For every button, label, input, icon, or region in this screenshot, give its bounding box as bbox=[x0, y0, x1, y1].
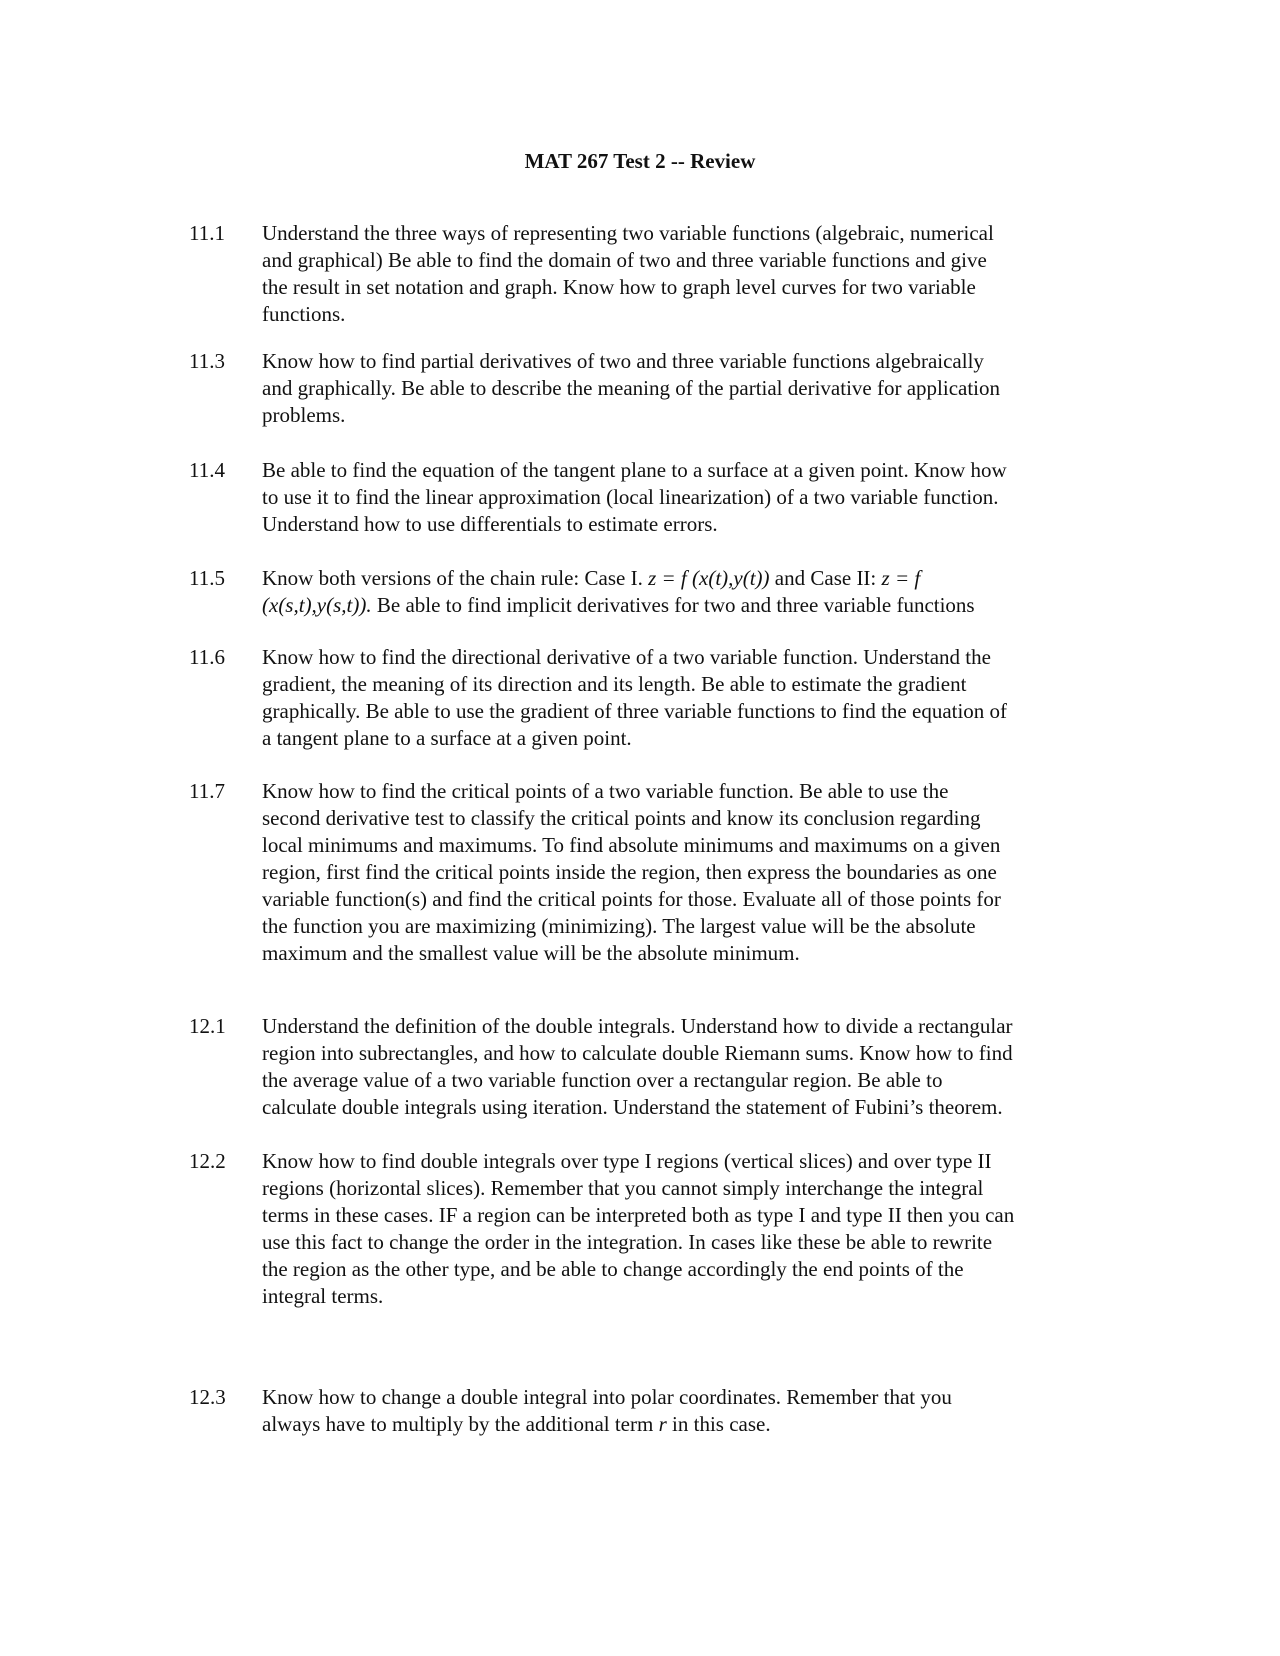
text-line: the region as the other type, and be able to change accordingly the end points of the bbox=[262, 1257, 964, 1281]
section-number: 12.2 bbox=[189, 1149, 226, 1173]
text-line: the function you are maximizing (minimizing). The largest value will be the absolute bbox=[262, 914, 976, 938]
chain-rule-case-2-args: (x(s,t),y(s,t)). bbox=[262, 593, 372, 617]
text-line: the average value of a two variable function over a rectangular region. Be able to bbox=[262, 1068, 943, 1092]
section-text bbox=[262, 778, 1089, 967]
section-number: 12.3 bbox=[189, 1385, 226, 1409]
text-run: Be able to find implicit derivatives for two and three variable functions bbox=[371, 593, 975, 617]
text-line: terms in these cases. IF a region can be interpreted both as type I and type II then you can bbox=[262, 1203, 1015, 1227]
section-text bbox=[262, 220, 1089, 328]
text-line: region, first find the critical points inside the region, then express the boundaries as one bbox=[262, 860, 997, 884]
text-run: Know both versions of the chain rule: Case I. bbox=[262, 566, 649, 590]
text-line: Understand the three ways of representing two variable functions (algebraic, numerical bbox=[262, 221, 994, 245]
text-line: second derivative test to classify the critical points and know its conclusion regarding bbox=[262, 806, 981, 830]
text-line: maximum and the smallest value will be the absolute minimum. bbox=[262, 941, 800, 965]
text-line: regions (horizontal slices). Remember that you cannot simply interchange the integral bbox=[262, 1176, 984, 1200]
text-line: region into subrectangles, and how to calculate double Riemann sums. Know how to find bbox=[262, 1041, 1013, 1065]
section-number: 11.6 bbox=[189, 645, 225, 669]
text-line: functions. bbox=[262, 302, 346, 326]
text-line: use this fact to change the order in the integration. In cases like these be able to rewrite bbox=[262, 1230, 993, 1254]
section-text bbox=[262, 1013, 1089, 1121]
section-number: 11.5 bbox=[189, 566, 225, 590]
text-line: gradient, the meaning of its direction and its length. Be able to estimate the gradient bbox=[262, 672, 967, 696]
text-line: Understand the definition of the double integrals. Understand how to divide a rectangular bbox=[262, 1014, 1013, 1038]
text-line: Know how to find partial derivatives of two and three variable functions algebraically bbox=[262, 349, 984, 373]
page-title: MAT 267 Test 2 -- Review bbox=[524, 149, 756, 173]
section-text bbox=[262, 565, 1089, 619]
text-line: Know how to change a double integral into polar coordinates. Remember that you bbox=[262, 1385, 952, 1409]
text-line: graphically. Be able to use the gradient of three variable functions to find the equation of bbox=[262, 699, 1008, 723]
text-line: problems. bbox=[262, 403, 346, 427]
text-line: Know how to find the critical points of a two variable function. Be able to use the bbox=[262, 779, 949, 803]
text-line: the result in set notation and graph. Know how to graph level curves for two variable bbox=[262, 275, 976, 299]
text-line: local minimums and maximums. To find absolute minimums and maximums on a given bbox=[262, 833, 1001, 857]
text-run: always have to multiply by the additional term bbox=[262, 1412, 659, 1436]
section-text bbox=[262, 348, 1089, 429]
text-run: in this case. bbox=[666, 1412, 771, 1436]
section-text bbox=[262, 1384, 1089, 1438]
text-line: Know how to find the directional derivative of a two variable function. Understand the bbox=[262, 645, 991, 669]
section-number: 11.7 bbox=[189, 779, 225, 803]
text-line: and graphically. Be able to describe the meaning of the partial derivative for application bbox=[262, 376, 1001, 400]
text-line: integral terms. bbox=[262, 1284, 384, 1308]
section-number: 11.1 bbox=[189, 221, 225, 245]
text-line: calculate double integrals using iteration. Understand the statement of Fubini’s theorem. bbox=[262, 1095, 1003, 1119]
text-line: variable function(s) and find the critical points for those. Evaluate all of those points for bbox=[262, 887, 1001, 911]
text-run: and Case II: bbox=[769, 566, 882, 590]
section-text bbox=[262, 1148, 1089, 1310]
text-line bbox=[262, 592, 1089, 619]
section-number: 12.1 bbox=[189, 1014, 226, 1038]
polar-r-term: r bbox=[658, 1412, 667, 1436]
text-line bbox=[262, 1411, 1089, 1438]
chain-rule-case-1-formula: z = f (x(t),y(t)) bbox=[648, 566, 770, 590]
text-line: to use it to find the linear approximation (local linearization) of a two variable function. bbox=[262, 485, 999, 509]
text-line bbox=[262, 565, 1089, 592]
text-line: a tangent plane to a surface at a given point. bbox=[262, 726, 632, 750]
text-line: Understand how to use differentials to estimate errors. bbox=[262, 512, 718, 536]
section-number: 11.3 bbox=[189, 349, 225, 373]
section-number: 11.4 bbox=[189, 458, 225, 482]
chain-rule-case-2-formula: z = f bbox=[881, 566, 921, 590]
section-text bbox=[262, 644, 1089, 752]
text-line: Know how to find double integrals over type I regions (vertical slices) and over type II bbox=[262, 1149, 992, 1173]
section-text bbox=[262, 457, 1089, 538]
text-line: Be able to find the equation of the tangent plane to a surface at a given point. Know how bbox=[262, 458, 1007, 482]
text-line: and graphical) Be able to find the domain of two and three variable functions and give bbox=[262, 248, 987, 272]
